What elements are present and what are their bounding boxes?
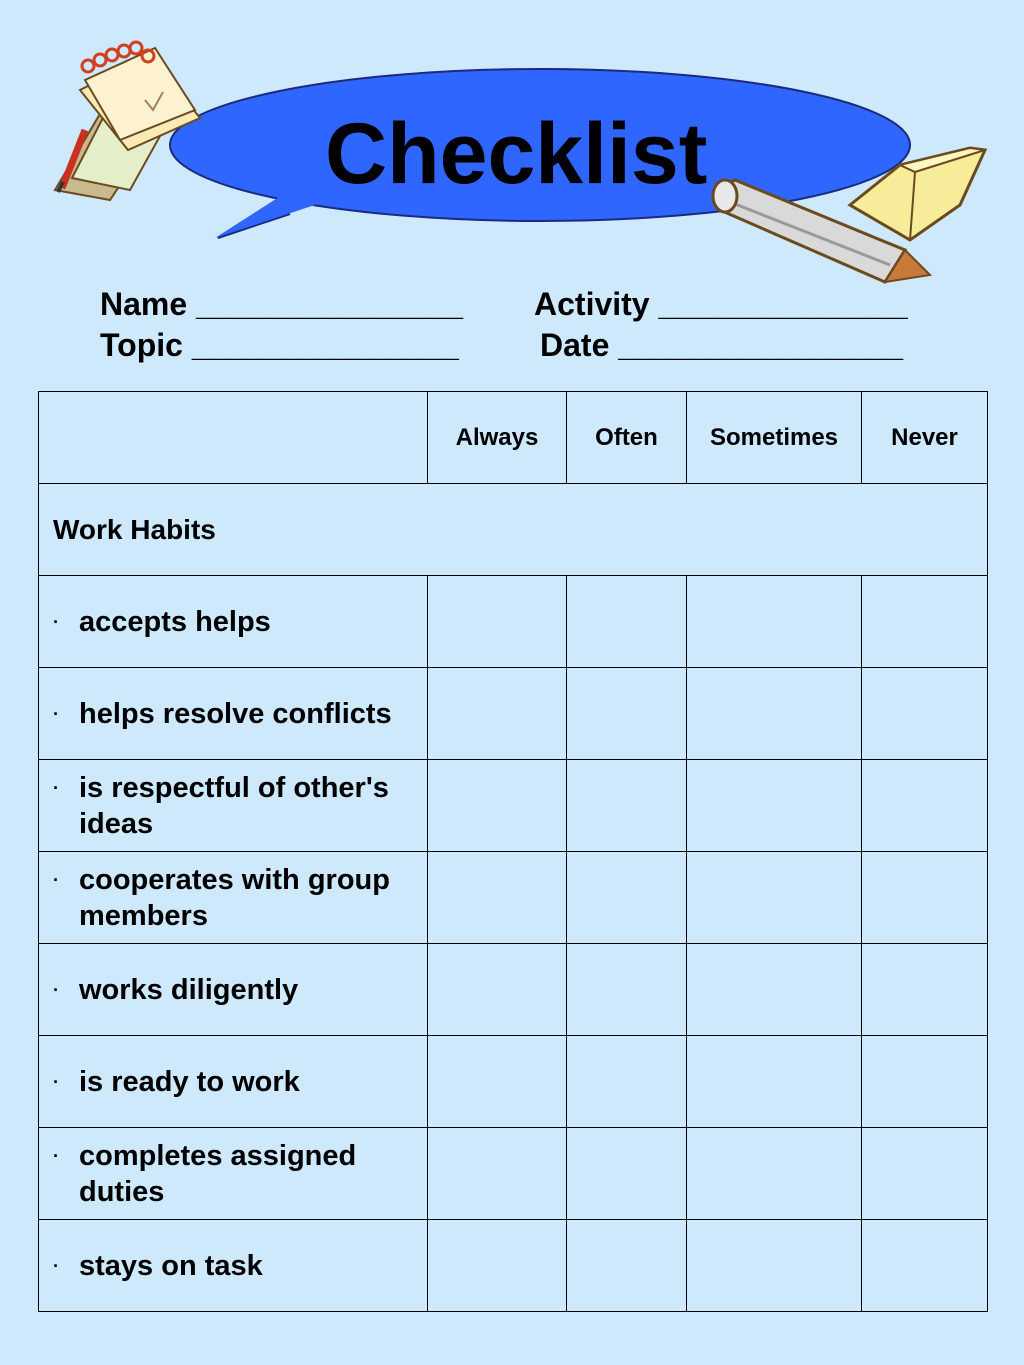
- rating-cell-sometimes[interactable]: [687, 1036, 862, 1128]
- item-content: [39, 1138, 427, 1210]
- rating-cell-often[interactable]: [567, 576, 687, 668]
- table-row: [39, 1128, 988, 1220]
- bullet-icon: ·: [53, 869, 59, 890]
- bullet-icon: ·: [53, 703, 59, 724]
- section-title: Work Habits: [39, 484, 988, 576]
- bullet-icon: ·: [53, 1255, 59, 1276]
- rating-cell-often[interactable]: [567, 852, 687, 944]
- item-label: works diligently: [79, 973, 299, 1006]
- table-row: [39, 1036, 988, 1128]
- name-field[interactable]: Name _______________: [100, 286, 463, 322]
- rating-cell-often[interactable]: [567, 668, 687, 760]
- rating-cell-never[interactable]: [862, 760, 988, 852]
- rating-cell-always[interactable]: [428, 760, 567, 852]
- item-label: is respectful of other's ideas: [79, 771, 389, 840]
- column-header-often: Often: [567, 392, 687, 484]
- item-content: [39, 862, 427, 934]
- item-label: accepts helps: [79, 605, 271, 638]
- rating-cell-never[interactable]: [862, 1220, 988, 1312]
- item-label: completes assigned duties: [79, 1139, 357, 1208]
- bullet-icon: ·: [53, 979, 59, 1000]
- item-cell: [39, 1036, 428, 1128]
- rating-cell-never[interactable]: [862, 1036, 988, 1128]
- item-cell: [39, 668, 428, 760]
- rating-cell-often[interactable]: [567, 1128, 687, 1220]
- rating-cell-sometimes[interactable]: [687, 760, 862, 852]
- bullet-icon: ·: [53, 611, 59, 632]
- topic-field[interactable]: Topic _______________: [100, 327, 459, 363]
- rating-cell-always[interactable]: [428, 1220, 567, 1312]
- item-label: is ready to work: [79, 1065, 300, 1098]
- notepad-icon: [55, 42, 200, 200]
- bullet-icon: ·: [53, 777, 59, 798]
- item-content: [39, 604, 427, 640]
- rating-cell-always[interactable]: [428, 576, 567, 668]
- item-cell: [39, 576, 428, 668]
- rating-cell-often[interactable]: [567, 760, 687, 852]
- activity-field[interactable]: Activity ______________: [534, 286, 908, 322]
- rating-cell-often[interactable]: [567, 944, 687, 1036]
- table-row: [39, 944, 988, 1036]
- table-row: [39, 668, 988, 760]
- item-label: helps resolve conflicts: [79, 697, 392, 730]
- table-row: [39, 760, 988, 852]
- rating-cell-never[interactable]: [862, 1128, 988, 1220]
- rating-cell-often[interactable]: [567, 1220, 687, 1312]
- column-header-blank: [39, 392, 428, 484]
- rating-cell-always[interactable]: [428, 944, 567, 1036]
- item-cell: [39, 1220, 428, 1312]
- item-content: [39, 1248, 427, 1284]
- section-row: [39, 484, 988, 576]
- rating-cell-never[interactable]: [862, 852, 988, 944]
- rating-cell-sometimes[interactable]: [687, 852, 862, 944]
- page-title: Checklist: [325, 106, 708, 202]
- item-label: stays on task: [79, 1249, 263, 1282]
- rating-cell-always[interactable]: [428, 668, 567, 760]
- column-header-always: Always: [428, 392, 567, 484]
- table-row: [39, 576, 988, 668]
- item-content: [39, 1064, 427, 1100]
- table-row: [39, 1220, 988, 1312]
- table-row: [39, 852, 988, 944]
- date-field[interactable]: Date ________________: [540, 327, 903, 363]
- item-cell: [39, 852, 428, 944]
- checklist-table: [38, 391, 988, 1312]
- item-content: [39, 770, 427, 842]
- rating-cell-always[interactable]: [428, 1036, 567, 1128]
- rating-cell-never[interactable]: [862, 576, 988, 668]
- bullet-icon: ·: [53, 1071, 59, 1092]
- rating-cell-never[interactable]: [862, 944, 988, 1036]
- rating-cell-sometimes[interactable]: [687, 668, 862, 760]
- rating-cell-always[interactable]: [428, 1128, 567, 1220]
- rating-cell-often[interactable]: [567, 1036, 687, 1128]
- rating-cell-always[interactable]: [428, 852, 567, 944]
- item-content: [39, 696, 427, 732]
- rating-cell-sometimes[interactable]: [687, 1128, 862, 1220]
- item-label: cooperates with group members: [79, 863, 390, 932]
- rating-cell-sometimes[interactable]: [687, 576, 862, 668]
- bullet-icon: ·: [53, 1145, 59, 1166]
- item-cell: [39, 760, 428, 852]
- rating-cell-sometimes[interactable]: [687, 1220, 862, 1312]
- rating-cell-sometimes[interactable]: [687, 944, 862, 1036]
- table-header-row: [39, 392, 988, 484]
- item-content: [39, 972, 427, 1008]
- column-header-sometimes: Sometimes: [687, 392, 862, 484]
- rating-cell-never[interactable]: [862, 668, 988, 760]
- item-cell: [39, 1128, 428, 1220]
- item-cell: [39, 944, 428, 1036]
- column-header-never: Never: [862, 392, 988, 484]
